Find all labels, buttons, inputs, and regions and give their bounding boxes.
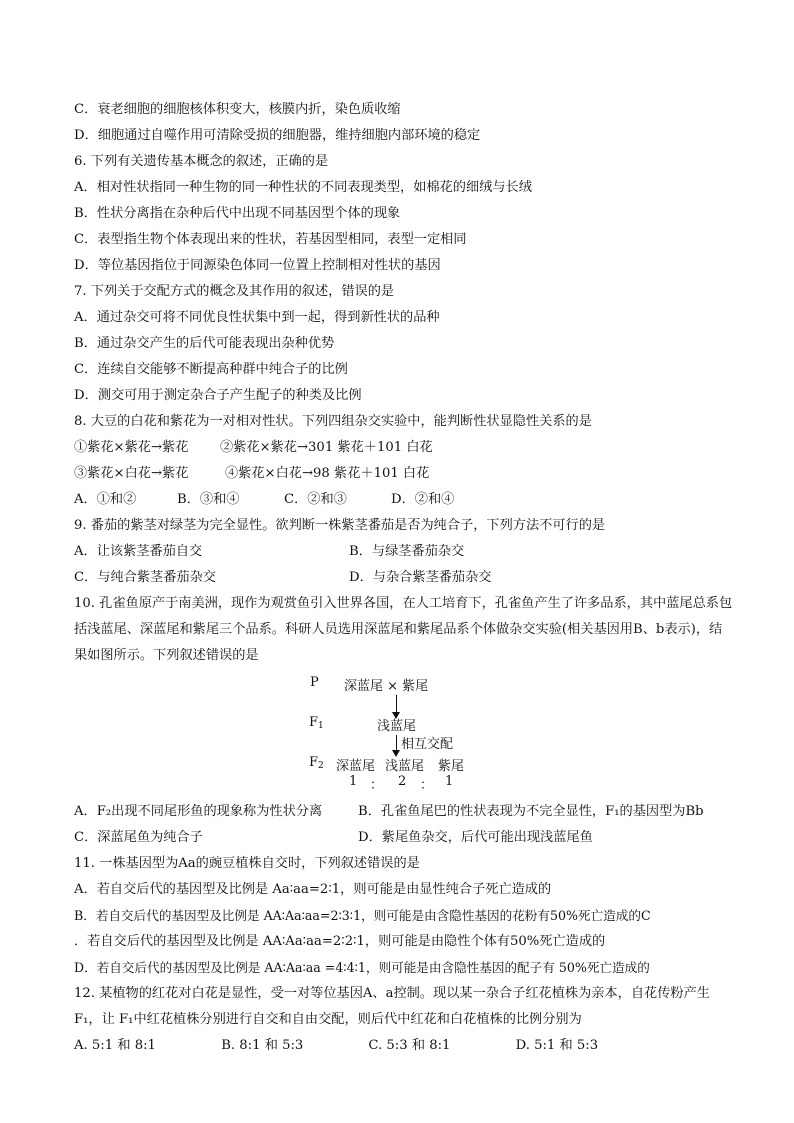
exam-page: [74, 97, 734, 1059]
q9-options-row-2: [74, 565, 734, 591]
ratio-purple: 1: [445, 774, 454, 789]
q10-option-d: D．紫尾鱼杂交，后代可能出现浅蓝尾鱼: [358, 830, 593, 845]
q9-option-d: D．与杂合紫茎番茄杂交: [349, 570, 492, 585]
q10-stem: 10. 孔雀鱼原产于南美洲，现作为观赏鱼引入世界各国，在人工培育下，孔雀鱼产生了许多品系，其中蓝尾总系包括浅蓝尾、深蓝尾和紫尾三个品系。科研人员选用深蓝尾和紫尾品系个体做杂交实验(相关基因用B、b表示)，结果如图所示。下列叙述错误的是: [74, 596, 733, 663]
q8-cross-3: ③紫花×白花→紫花: [74, 466, 189, 481]
q10-option-b: B．孔雀鱼尾巴的性状表现为不完全显性，F₁的基因型为Bb: [358, 804, 704, 819]
q8-option-b: B．③和④: [177, 492, 240, 507]
q5-option-d: D．细胞通过自噬作用可清除受损的细胞器，维持细胞内部环境的稳定: [74, 128, 481, 143]
q11-option-d: D．若自交后代的基因型及比例是 AA∶Aa∶aa =4∶4∶1，则可能是由含隐性基因的配子有 50%死亡造成的: [74, 960, 650, 975]
q9-stem: 9. 番茄的紫茎对绿茎为完全显性。欲判断一株紫茎番茄是否为纯合子，下列方法不可行的是: [74, 518, 606, 533]
q11-option-c: ．若自交后代的基因型及比例是 AA∶Aa∶aa=2∶2∶1，则可能是由隐性个体有50%死亡造成的: [74, 934, 606, 949]
q7-option-b: B．通过杂交产生的后代可能表现出杂种优势: [74, 336, 335, 351]
parents-cross: 深蓝尾 × 紫尾: [344, 679, 429, 694]
q8-cross-row-2: [74, 461, 734, 487]
f2-phenotype-light-blue: 浅蓝尾: [385, 759, 425, 774]
f2-phenotype-purple: 紫尾: [438, 759, 465, 774]
q9-options-row-1: [74, 539, 734, 565]
q8-cross-4: ④紫花×白花→98 紫花＋101 白花: [225, 466, 430, 481]
q9-option-a: A．让该紫茎番茄自交: [74, 544, 203, 559]
q11-option-a: A．若自交后代的基因型及比例是 Aa∶aa=2∶1，则可能是由显性纯合子死亡造成的: [74, 882, 552, 897]
q9-option-b: B．与绿茎番茄杂交: [349, 544, 465, 559]
arrow-f1-to-f2: [396, 735, 397, 755]
q6-option-b: B．性状分离指在杂种后代中出现不同基因型个体的现象: [74, 206, 401, 221]
ratio-light-blue: 2: [398, 774, 407, 789]
cross-diagram: [74, 671, 734, 797]
q10-option-c: C．深蓝尾鱼为纯合子: [74, 830, 203, 845]
q8-option-d: D．②和④: [391, 492, 455, 507]
q8-stem: 8. 大豆的白花和紫花为一对相对性状。下列四组杂交实验中，能判断性状显隐性关系的是: [74, 414, 592, 429]
q10-options-row-1: [74, 799, 734, 825]
q8-option-c: C．②和③: [284, 492, 347, 507]
ratio-separator: ：: [420, 778, 434, 793]
q8-option-a: A．①和②: [74, 492, 137, 507]
q11-stem: 11. 一株基因型为Aa的豌豆植株自交时，下列叙述错误的是: [74, 856, 420, 871]
q5-option-c: C．衰老细胞的细胞核体积变大，核膜内折，染色质收缩: [74, 102, 401, 117]
q6-option-c: C．表型指生物个体表现出来的性状，若基因型相同，表型一定相同: [74, 232, 467, 247]
q8-options: [74, 487, 734, 513]
q8-cross-1: ①紫花×紫花→紫花: [74, 440, 189, 455]
q8-cross-2: ②紫花×紫花→301 紫花＋101 白花: [220, 440, 433, 455]
q6-option-a: A．相对性状指同一种生物的同一种性状的不同表现类型，如棉花的细绒与长绒: [74, 180, 532, 195]
f1-phenotype: 浅蓝尾: [377, 719, 417, 734]
f2-phenotype-deep-blue: 深蓝尾: [336, 759, 376, 774]
arrow-p-to-f1: [396, 695, 397, 717]
q6-stem: 6. 下列有关遗传基本概念的叙述，正确的是: [74, 154, 329, 169]
q10-options-row-2: [74, 825, 734, 851]
q12-option-c: C. 5:3 和 8:1: [368, 1038, 451, 1053]
q7-option-d: D．测交可用于测定杂合子产生配子的种类及比例: [74, 388, 362, 403]
q9-option-c: C．与纯合紫茎番茄杂交: [74, 570, 216, 585]
q10-option-a: A．F₂出现不同尾形鱼的现象称为性状分离: [74, 804, 323, 819]
q12-stem: 12. 某植物的红花对白花是显性，受一对等位基因A、a控制。现以某一杂合子红花植株为亲本，自花传粉产生 F₁，让 F₁中红花植株分别进行自交和自由交配，则后代中红花和白花植株的比例分别为: [74, 986, 710, 1027]
generation-f2-label: $F_2$: [309, 755, 324, 771]
q12-options: [74, 1033, 734, 1059]
ratio-deep-blue: 1: [349, 774, 358, 789]
q6-option-d: D．等位基因指位于同源染色体同一位置上控制相对性状的基因: [74, 258, 441, 273]
cross-method-label: 相互交配: [401, 737, 454, 752]
q11-option-b: B．若自交后代的基因型及比例是 AA∶Aa∶aa=2∶3∶1，则可能是由含隐性基因的花粉有50%死亡造成的C: [74, 908, 651, 923]
q12-option-d: D. 5:1 和 5:3: [515, 1038, 599, 1053]
q7-option-c: C．连续自交能够不断提高种群中纯合子的比例: [74, 362, 348, 377]
q12-option-b: B. 8:1 和 5:3: [221, 1038, 304, 1053]
q12-option-a: A. 5:1 和 8:1: [74, 1038, 156, 1053]
ratio-separator: ：: [370, 778, 384, 793]
q8-cross-row-1: [74, 435, 734, 461]
q7-stem: 7. 下列关于交配方式的概念及其作用的叙述，错误的是: [74, 284, 395, 299]
generation-p-label: P: [310, 675, 319, 690]
q7-option-a: A．通过杂交可将不同优良性状集中到一起，得到新性状的品种: [74, 310, 440, 325]
generation-f1-label: $F_1$: [309, 715, 324, 731]
